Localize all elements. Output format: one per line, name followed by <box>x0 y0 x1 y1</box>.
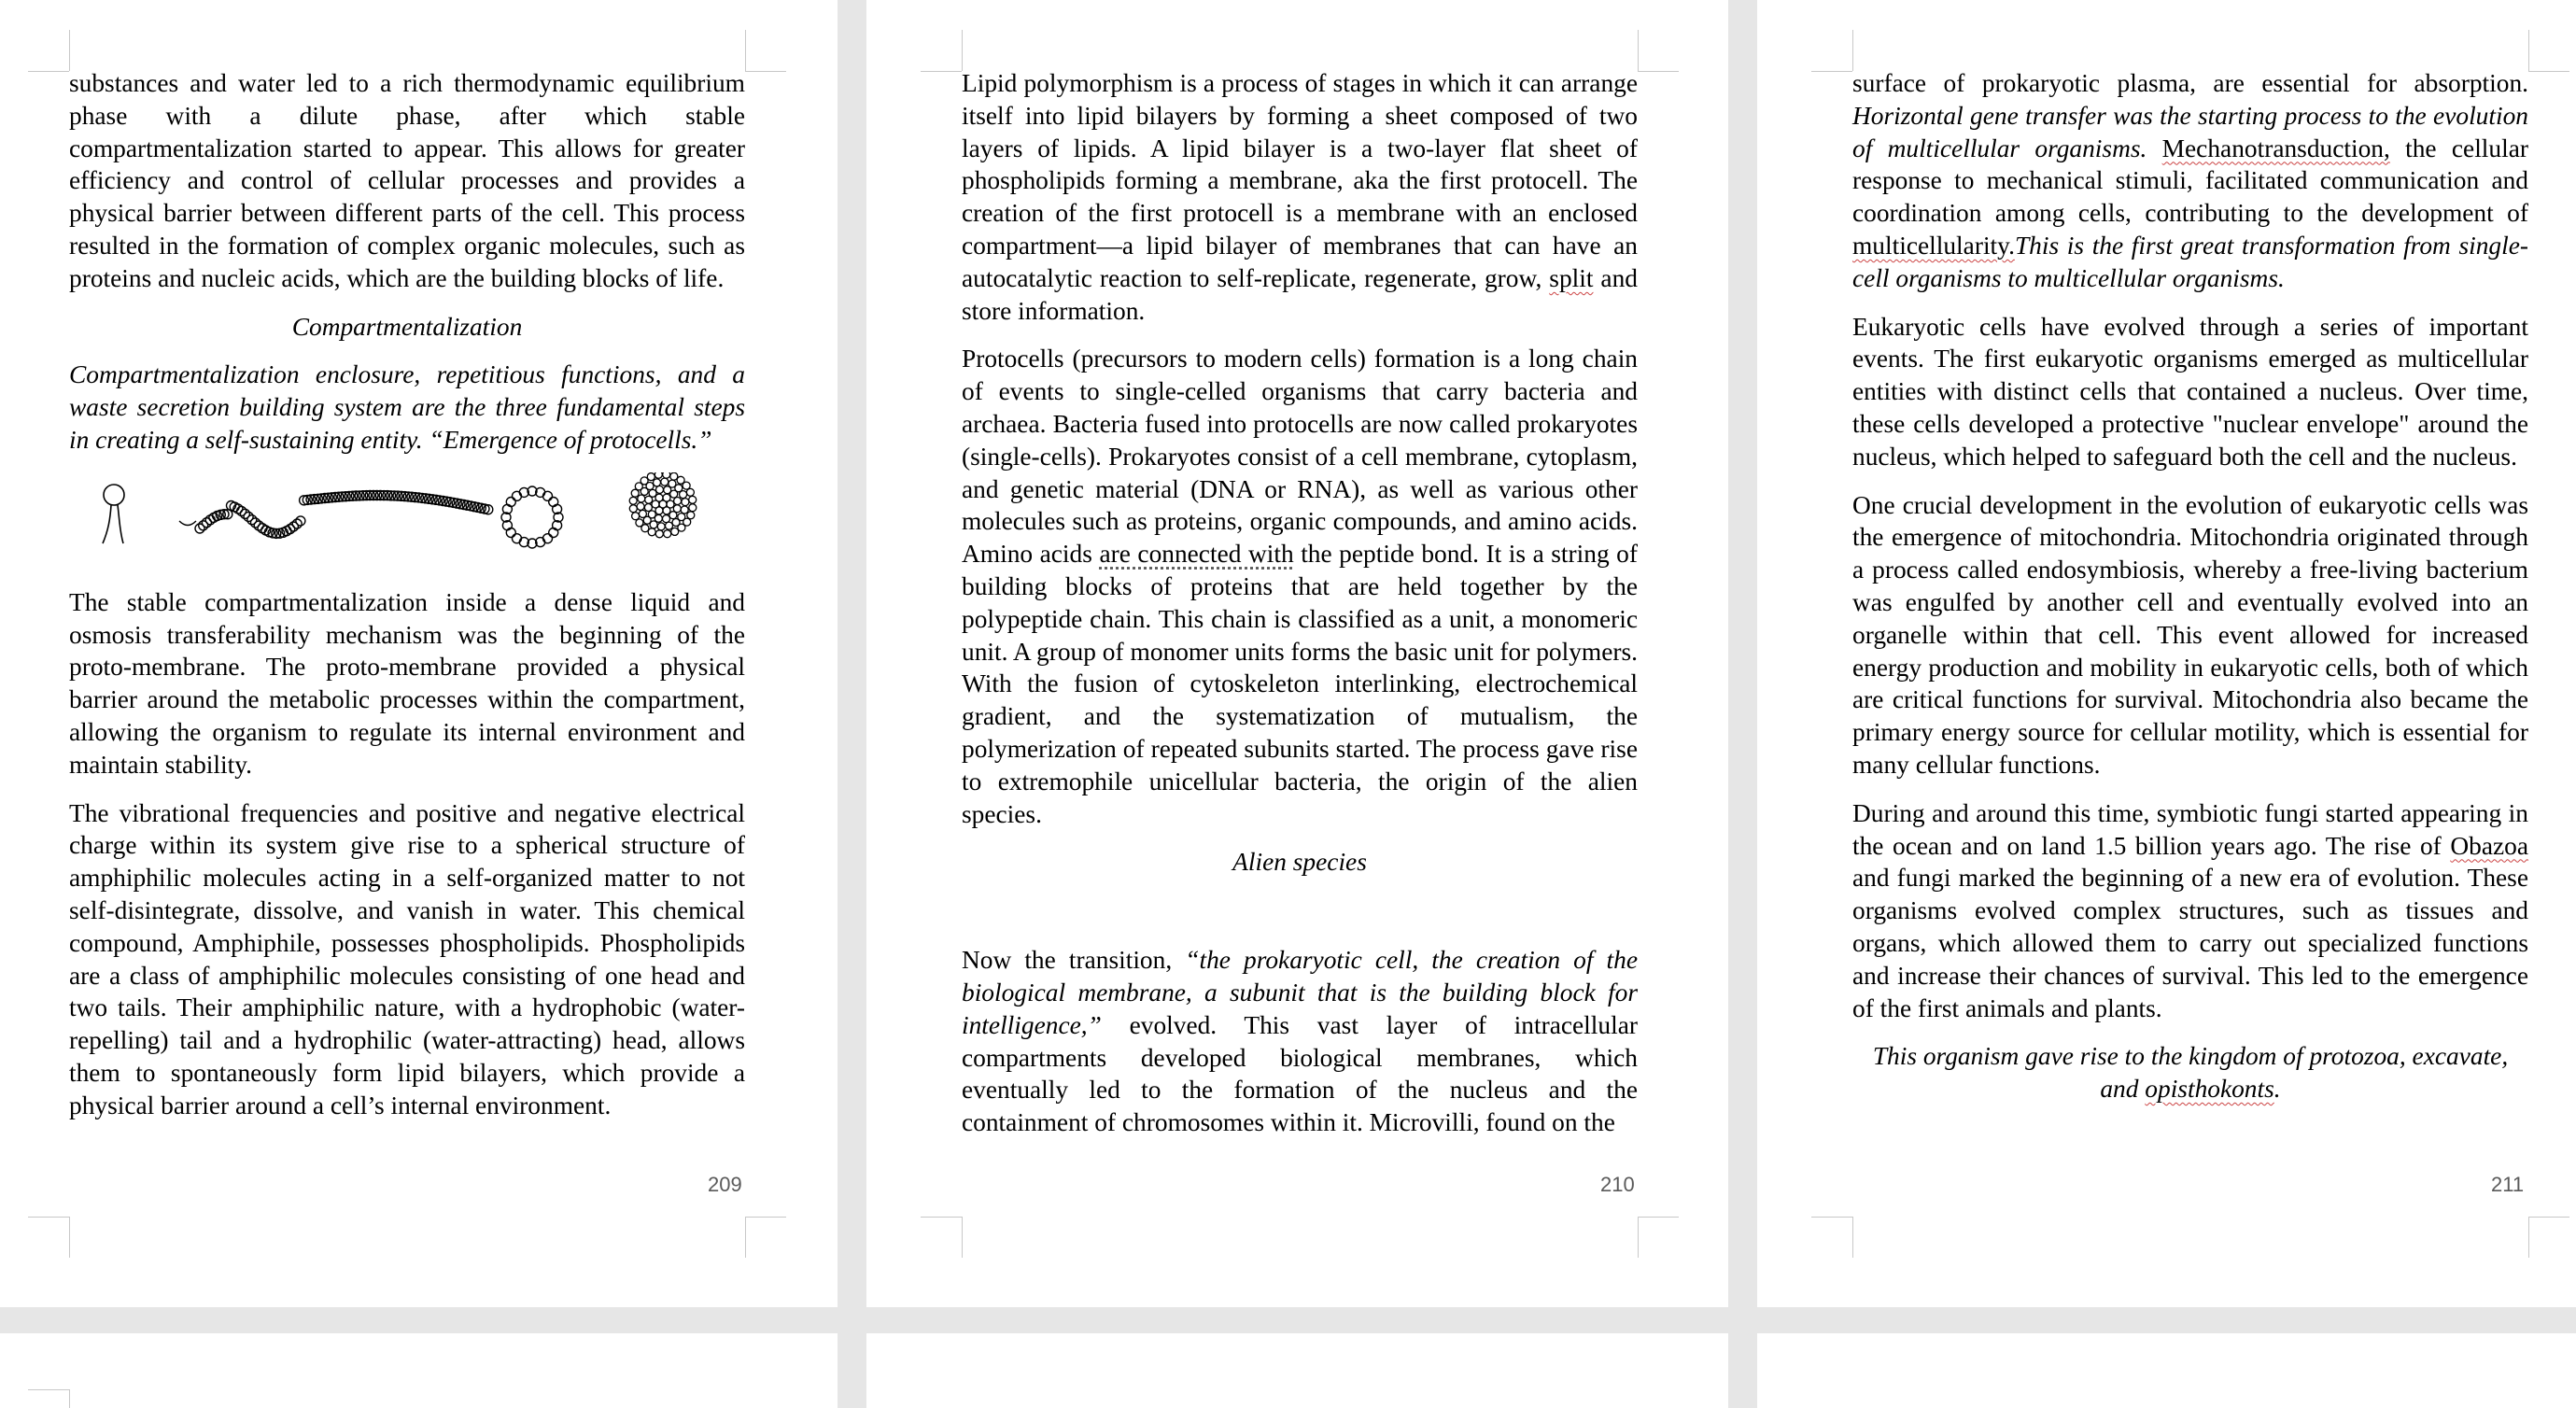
phospholipid-icon <box>103 485 124 543</box>
spelling-flag[interactable]: Obazoa <box>2450 831 2528 860</box>
grammar-flag[interactable]: are connected with <box>1099 540 1294 569</box>
page-210 <box>866 0 1728 1307</box>
text-run: the peptide bond. It is a string of building blocks of proteins that are held together by the polypeptide chain. This chain is classified as a unit, a monomeric unit. A group of monomer units forms the basic unit for polymers. With the fusion of cytoskeleton interlinking, electrochemical gradient, and the systematization of mutualism, the polymerization of repeated subunits started. The process gave rise to extremophile unicellular bacteria, the origin of the alien species. <box>962 540 1638 828</box>
paragraph <box>1852 1040 2528 1105</box>
section-heading: Alien species <box>1232 848 1367 877</box>
text-run: the cellular response to mechanical stimuli, facilitated communication and coordination among cells, contributing to the development of <box>1852 134 2529 228</box>
text-run: . <box>2273 1075 2281 1104</box>
text-run: Lipid polymorphism is a process of stages in which it can arrange itself into lipid bilayers by forming a sheet composed of two layers of lipids. A lipid bilayer is a two-layer flat sheet of phospholipids forming a membrane, aka the first protocell. The creation of the first protocell is a membrane with an enclosed compartment—a lipid bilayer of membranes that can have an autocatalytic reaction to self-replicate, regenerate, grow, <box>962 69 1638 292</box>
paragraph: substances and water led to a rich thermodynamic equilibrium phase with a dilute phase, after which stable compartmentalization started to appear. This allows for greater efficiency and control of cellular processes and provides a physical barrier between different parts of the cell. This process resulted in the formation of complex organic molecules, such as proteins and nucleic acids, which are the building blocks of life. <box>69 69 745 292</box>
text-run <box>2147 134 2161 162</box>
text-run: During and around this time, symbiotic fungi started appearing in the ocean and on land 1.5 billion years ago. The rise of <box>1852 798 2528 860</box>
text-run: evolved. This vast layer of intracellular compartments developed biological membranes, which eventually led to the formation of the nucleus and the containment of chromosomes within it. Microvilli, found on the <box>962 1010 1638 1137</box>
paragraph: Eukaryotic cells have evolved through a series of important events. The first eukaryotic organisms emerged as multicellular entities with distinct cells that contained a nucleus. Over time, these cells developed a protective "nuclear envelope" around the nucleus, which helped to safeguard both the cell and the nucleus. <box>1852 312 2528 471</box>
text-run: Now the transition, <box>962 946 1186 975</box>
text-run: and store information. <box>962 263 1638 325</box>
italic-run: This is the first great transformation from single-cell organisms to multicellular organisms. <box>1852 231 2528 292</box>
page-number: 210 <box>1600 1173 1635 1196</box>
paragraph: The stable compartmentalization inside a dense liquid and osmosis transferability mechanism was the beginning of the proto-membrane. The proto-membrane provided a physical barrier around the metabolic processes within the compartment, allowing the organism to regulate its internal environment and maintain stability. <box>69 587 745 779</box>
text-run: and fungi marked the beginning of a new era of evolution. These organisms evolved complex structures, such as tissues and organs, which allowed them to carry out specialized functions and increase their chances of survival. This led to the emergence of the first animals and plants. <box>1852 864 2528 1022</box>
paragraph: One crucial development in the evolution of eukaryotic cells was the emergence of mitochondria. Mitochondria originated through a process called endosymbiosis, whereby a free-living bacterium was engulfed by another cell and eventually evolved into an organelle within that cell. This event allowed for increased energy production and mobility in eukaryotic cells, both of which are critical functions for survival. Mitochondria also became the primary energy source for cellular motility, which is essential for many cellular functions. <box>1852 490 2528 779</box>
paragraph <box>1852 797 2528 1025</box>
lipid-structures-figure <box>69 472 745 573</box>
page-211 <box>1757 0 2576 1307</box>
text-run: Protocells (precursors to modern cells) formation is a long chain of events to single-celled organisms that carry bacteria and archaea. Bacteria fused into protocells are now called prokaryotes (single-cells). Prokaryotes consist of a cell membrane, cytoplasm, and genetic material (DNA or RNA), as well as various other molecules such as proteins, organic compounds, and amino acids. Amino acids <box>962 345 1638 569</box>
page-214 <box>1757 1333 2576 1408</box>
spelling-flag[interactable]: split <box>1549 263 1594 292</box>
micelle-icon <box>629 472 697 538</box>
text-run: This organism gave rise to the kingdom of protozoa, excavate, and <box>1872 1042 2509 1104</box>
lipid-chain-icon <box>179 490 493 538</box>
paragraph <box>1852 67 2528 295</box>
page-body <box>69 67 745 1138</box>
paragraph <box>962 67 1638 327</box>
page-213 <box>866 1333 1728 1408</box>
spelling-flag[interactable]: Mechanotransduction, <box>2161 134 2390 162</box>
spelling-flag[interactable]: multicellularity. <box>1852 231 2015 260</box>
paragraph <box>962 343 1638 830</box>
paragraph <box>962 944 1638 1139</box>
page-body <box>962 67 1638 1155</box>
paragraph: The vibrational frequencies and positive and negative electrical charge within its system give rise to a spherical structure of amphiphilic molecules acting in a self-organized matter to not self-disintegrate, dissolve, and vanish in water. This chemical compound, Amphiphile, possesses phospholipids. Phospholipids are a class of amphiphilic molecules consisting of one head and two tails. Their amphiphilic nature, with a hydrophobic (water-repelling) tail and a hydrophilic (water-attracting) head, allows them to spontaneously form lipid bilayers, which provide a physical barrier around a cell’s internal environment. <box>69 798 745 1119</box>
italic-run: Horizontal gene transfer was the starting process to the evolution of multicellular organisms. <box>1852 101 2528 162</box>
page-212 <box>0 1333 838 1408</box>
spelling-flag[interactable]: opisthokonts <box>2145 1075 2274 1104</box>
page-209 <box>0 0 838 1307</box>
quote-run: “the prokaryotic cell, the creation of the biological membrane, a subunit that is the building block for intelligence,” <box>962 946 1639 1039</box>
page-number: 209 <box>708 1173 742 1196</box>
text-run: surface of prokaryotic plasma, are essential for absorption. <box>1852 69 2528 97</box>
paragraph: Compartmentalization enclosure, repetitious functions, and a waste secretion building system are the three fundamental steps in creating a self-sustaining entity. “Emergence of protocells.” <box>69 360 745 454</box>
vesicle-ring-icon <box>501 486 563 548</box>
section-heading: Compartmentalization <box>291 312 523 341</box>
page-body <box>1852 67 2528 1121</box>
page-number: 211 <box>2491 1173 2525 1196</box>
